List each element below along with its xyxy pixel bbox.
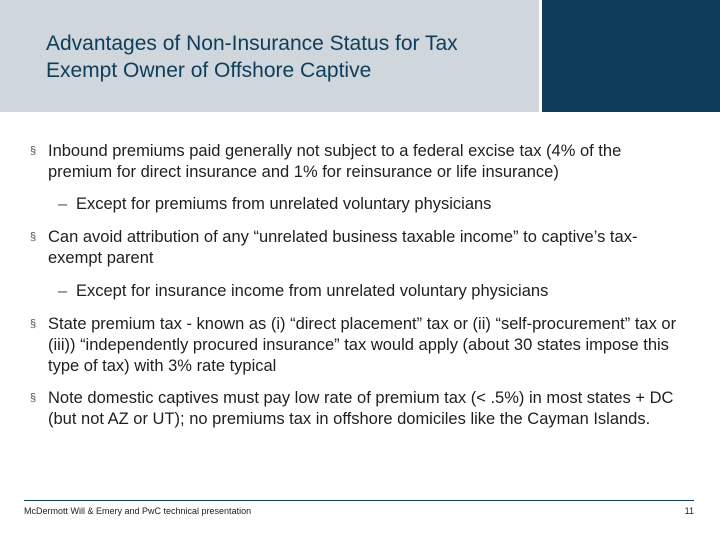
bullet-marker: §	[30, 392, 37, 404]
bullet-text: Note domestic captives must pay low rate of premium tax (< .5%) in most states + DC (but not AZ or UT); no premiums tax in offshore domiciles like the Cayman Islands.	[48, 389, 674, 428]
bullet-marker: §	[30, 145, 37, 157]
sub-bullet-text: Except for premiums from unrelated voluntary physicians	[76, 195, 492, 213]
slide-title	[46, 30, 534, 84]
dash-marker: –	[58, 195, 68, 213]
header-accent-block	[542, 0, 720, 112]
bullet-text: Can avoid attribution of any “unrelated business taxable income” to captive’s tax-exempt parent	[48, 228, 638, 267]
bullet-text: Inbound premiums paid generally not subject to a federal excise tax (4% of the premium for direct insurance and 1% for reinsurance or life insurance)	[48, 142, 622, 181]
dash-marker: –	[58, 282, 68, 300]
page-number: 11	[684, 506, 694, 516]
footer-divider	[24, 500, 694, 501]
bullet-text: State premium tax - known as (i) “direct placement” tax or (ii) “self-procurement” tax or (iii)) “independently procured insurance” tax would apply (about 30 states impose this type of tax) with 3% rate typical	[48, 315, 677, 375]
sub-bullet-text: Except for insurance income from unrelated voluntary physicians	[76, 282, 549, 300]
bullet-marker: §	[30, 231, 37, 243]
slide-title-line-1: Advantages of Non-Insurance Status for Tax	[46, 32, 458, 55]
bullet-marker: §	[30, 318, 37, 330]
slide-header	[0, 0, 720, 112]
footer-text: McDermott Will & Emery and PwC technical presentation	[24, 506, 252, 516]
slide-title-line-2: Exempt Owner of Offshore Captive	[46, 59, 372, 82]
